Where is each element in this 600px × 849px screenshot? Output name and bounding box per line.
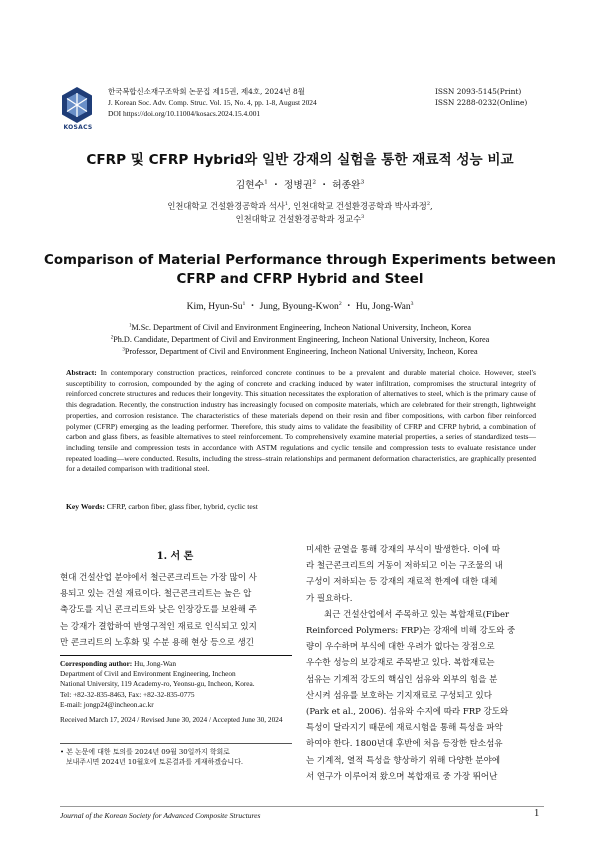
- body-line: 산시켜 섬유를 보호하는 기지재료로 구성되고 있다: [306, 690, 492, 701]
- affiliation-text: ,: [429, 201, 433, 211]
- affiliation-text: Professor, Department of Civil and Environment Engineering, Incheon National University, Incheon, Korea: [124, 347, 478, 356]
- affiliation-text: Ph.D. Candidate, Department of Civil and Environment Engineering, Incheon National University, Incheon, Korea: [113, 335, 490, 344]
- abstract-text: In contemporary construction practices, reinforced concrete continues to be a prevalent and durable material choice. However, steel's susceptibility to corrosion, compounded by the aging of concrete and cracking induced by water infiltration, compromises the structural integrity of reinforced concrete structures and reduces their longevity. This situation necessitates the exploration of alternatives to steel, which is the primary cause of this degradation. Recently, the construction industry has increasingly focused on composite materials, which are celebrated for their strength, lightweight properties, and corrosion resistance. The characteristics of these materials depend on their resin and fiber compositions, with carbon fiber reinforced polymer (CFRP) emerging as the leading performer. Therefore, this study aims to validate the feasibility of CFRP and CFRP hybrid, a combination of carbon and glass fibers, as feasible alternatives to steel reinforcement. To comprehensively examine material properties, a series of standardized tests—including tensile and compression tests in accordance with ASTM regulations and cyclic tensile and compression tests to evaluate resistance under repeated loading—were conducted. Results, including the stress–strain relationships and permanent deformation characteristics, are graphically presented for a detailed comparison with traditional steel.: [66, 368, 536, 474]
- affiliation-sup: 3: [122, 347, 125, 353]
- affiliation-text: 인천대학교 건설환경공학과 석사: [167, 201, 285, 211]
- body-line: 라 철근콘크리트의 거동이 저하되고 이는 구조물의 내: [306, 561, 503, 572]
- author-list-en: [40, 298, 560, 312]
- corresponding-name: Hu, Jong-Wan: [134, 659, 177, 668]
- author-name: 허종완: [332, 180, 361, 191]
- author-name: 정병권: [283, 180, 313, 191]
- body-line: Reinforced Polymers: FRP)는 강재에 비해 강도와 중: [306, 626, 516, 637]
- received-dates: Received March 17, 2024 / Revised June 30, 2024 / Accepted June 30, 2024: [60, 715, 283, 724]
- abstract: [66, 368, 536, 475]
- body-line: 최근 건설산업에서 주목하고 있는 복합재료(Fiber: [324, 609, 510, 620]
- affiliation-sup: 2: [110, 335, 114, 341]
- body-line: 구성이 저하되는 등 강재의 재료적 한계에 대한 대체: [306, 577, 498, 588]
- corresponding-label: Corresponding author:: [60, 659, 133, 668]
- body-line: 하여야 한다. 1800년대 후반에 처음 등장한 탄소섬유: [306, 739, 503, 750]
- author-sup: 2: [338, 300, 342, 307]
- corresponding-line: [60, 659, 292, 669]
- paper-title-ko: CFRP 및 CFRP Hybrid와 일반 강재의 실험을 통한 재료적 성능 비교: [86, 152, 514, 168]
- author-separator: ・: [319, 180, 329, 191]
- body-line: (Park et al., 2006). 섬유와 수지에 따라 FRP 강도와: [306, 707, 509, 718]
- corresponding-tel: Tel: +82-32-835-8463, Fax: +82-32-835-0775: [60, 689, 195, 699]
- body-line: 섬유는 기계적 강도의 핵심인 섬유와 외부의 힘을 분: [306, 674, 498, 685]
- note-line: • 본 논문에 대한 토의를 2024년 09월 30일까지 학회로: [60, 748, 230, 756]
- discussion-note: [60, 743, 292, 767]
- author-name: 김현수: [235, 180, 265, 191]
- affiliation-sup: 1: [128, 323, 132, 329]
- body-line: 현대 건설산업 분야에서 철근콘크리트는 가장 많이 사: [60, 573, 257, 583]
- author-name: Jung, Byoung-Kwon: [259, 302, 339, 312]
- author-sup: 1: [242, 300, 246, 307]
- body-line: 미세한 균열을 통해 강재의 부식이 발생한다. 이에 따: [306, 545, 501, 555]
- author-list-ko: [40, 177, 560, 191]
- affiliation-text: , 인천대학교 건설환경공학과 박사과정: [288, 201, 427, 211]
- issn-print: ISSN 2093-5145(Print): [435, 87, 522, 96]
- logo-text: KOSACS: [63, 124, 93, 131]
- journal-name-ko: 한국복합신소재구조학회 논문집 제15권, 제4호, 2024년 8월: [108, 87, 305, 96]
- author-name: Kim, Hyun-Su: [186, 302, 243, 312]
- affiliation-sup: 1: [284, 201, 289, 208]
- affiliation-en-2: [40, 334, 560, 347]
- paper-title-en: [40, 251, 560, 289]
- corresponding-address: Department of Civil and Environment Engineering, Incheon: [60, 669, 236, 679]
- author-sup: 1: [264, 179, 268, 186]
- body-line: 서 연구가 이루어져 왔으며 복합재료 중 가장 뛰어난: [306, 771, 498, 782]
- body-line: 우수한 성능의 보강재로 주목받고 있다. 복합재료는: [306, 658, 495, 669]
- author-separator: ・: [271, 180, 281, 191]
- author-sup: 3: [410, 300, 414, 307]
- author-sup: 3: [360, 179, 365, 186]
- body-line: 가 필요하다.: [306, 593, 353, 604]
- body-line: 는 강재가 결합하여 반영구적인 재료로 인식되고 있지: [60, 621, 257, 632]
- footer-journal-name: Journal of the Korean Society for Advanced Composite Structures: [60, 811, 261, 820]
- issn-online: ISSN 2288-0232(Online): [435, 98, 528, 107]
- corresponding-author-box: [60, 655, 292, 710]
- body-line: 량이 우수하며 부식에 대한 우려가 없다는 장점으로: [306, 642, 495, 653]
- affiliation-en-1: [40, 322, 560, 335]
- body-line: 축강도를 지닌 콘크리트와 낮은 인장강도를 보완해 주: [60, 605, 257, 616]
- abstract-label: Abstract:: [66, 368, 97, 377]
- affiliation-ko-line-1: [40, 200, 560, 213]
- author-separator: ・: [341, 302, 356, 312]
- author-separator: ・: [245, 302, 260, 312]
- keywords: [66, 502, 536, 511]
- footer-divider: [60, 806, 544, 807]
- left-column-body: [60, 570, 292, 651]
- author-sup: 2: [312, 179, 317, 186]
- corresponding-address: National University, 119 Academy-ro, Yeonsu-gu, Incheon, Korea.: [60, 679, 255, 689]
- doi-link[interactable]: DOI https://doi.org/10.11004/kosacs.2024.15.4.001: [108, 109, 261, 118]
- body-line: 특성이 달라지기 때문에 재료시험을 통해 특성을 파악: [306, 723, 503, 734]
- affiliation-ko-line-2: [40, 213, 560, 226]
- affiliation-text: 인천대학교 건설환경공학과 정교수: [235, 214, 362, 224]
- body-line: 는 기계적, 열적 특성을 향상하기 위해 다양한 분야에: [306, 755, 501, 766]
- section-heading-introduction: 1. 서 론: [156, 551, 194, 562]
- affiliation-sup: 2: [426, 201, 430, 208]
- title-en-line: Comparison of Material Performance through Experiments between: [44, 253, 556, 268]
- affiliation-en-3: [40, 346, 560, 359]
- affiliation-text: M.Sc. Department of Civil and Environment Engineering, Incheon National University, Incheon, Korea: [131, 323, 472, 332]
- body-line: 용되고 있는 건설 재료이다. 철근콘크리트는 높은 압: [60, 589, 252, 600]
- page-number: 1: [534, 808, 540, 819]
- journal-logo-icon: [60, 86, 94, 124]
- note-line: 보내주시면 2024년 10월호에 토론결과를 게재하겠습니다.: [66, 758, 244, 766]
- right-column-body: [306, 542, 544, 785]
- author-name: Hu, Jong-Wan: [355, 302, 411, 312]
- keywords-label: Key Words:: [66, 502, 105, 511]
- title-en-line: CFRP and CFRP Hybrid and Steel: [176, 272, 424, 287]
- keywords-text: CFRP, carbon fiber, glass fiber, hybrid, cyclic test: [106, 502, 258, 511]
- corresponding-email[interactable]: E-mail: jongp24@incheon.ac.kr: [60, 699, 154, 709]
- body-line: 만 콘크리트의 노후화 및 수분 용해 현상 등으로 생긴: [60, 637, 255, 648]
- journal-name-en: J. Korean Soc. Adv. Comp. Struc. Vol. 15, No. 4, pp. 1-8, August 2024: [108, 98, 317, 107]
- affiliation-sup: 3: [361, 214, 365, 221]
